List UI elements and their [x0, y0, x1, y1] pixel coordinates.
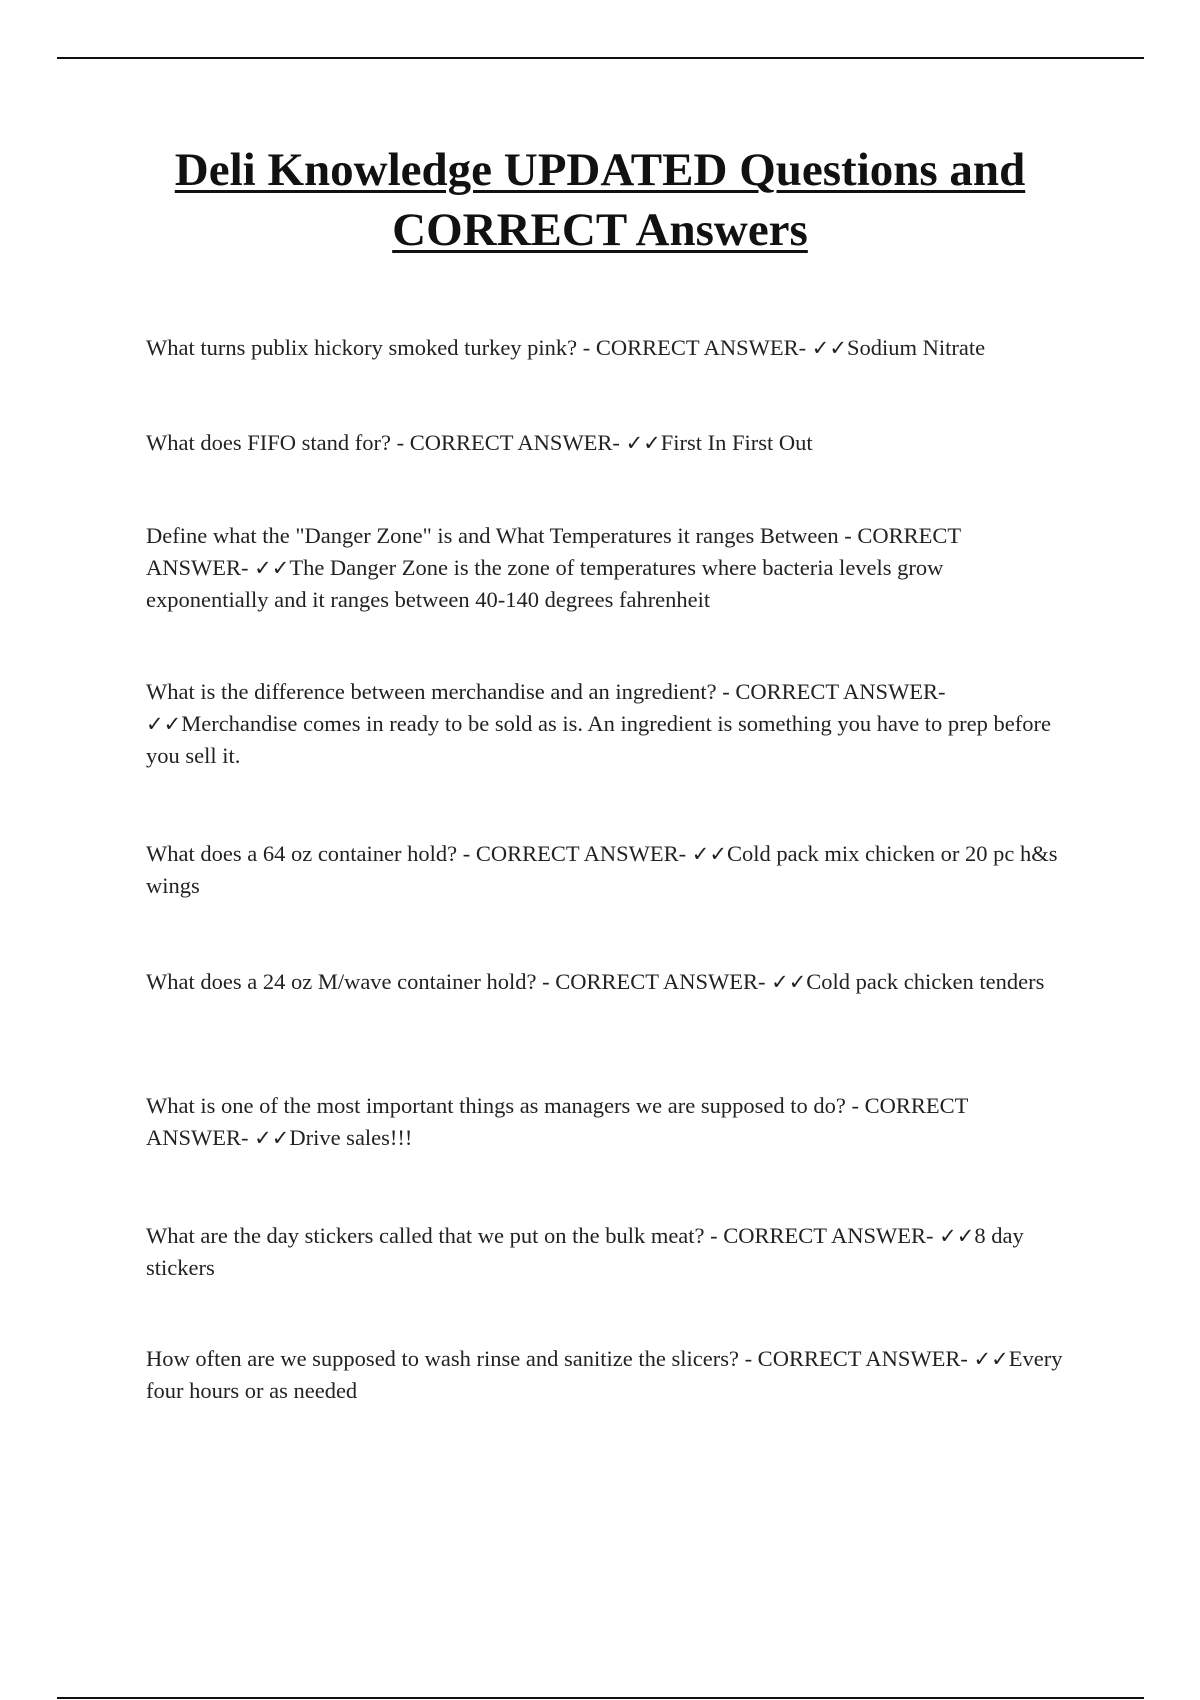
question-text: How often are we supposed to wash rinse and sanitize the slicers? - CORRECT ANSWER- [146, 1346, 974, 1371]
document-title: Deli Knowledge UPDATED Questions and CORRECT Answers [174, 144, 1026, 256]
top-rule [57, 57, 1144, 59]
answer-text: Merchandise comes in ready to be sold as is. An ingredient is something you have to prep before you sell it. [146, 711, 1051, 768]
answer-text: Drive sales!!! [289, 1125, 413, 1150]
qa-item [146, 520, 1066, 616]
question-text: What is one of the most important things as managers we are supposed to do? - CORRECT ANSWER- [146, 1093, 968, 1150]
checkmark-icon: ✓✓ [973, 1347, 1009, 1371]
question-text: What does a 64 oz container hold? - CORRECT ANSWER- [146, 841, 692, 866]
checkmark-icon: ✓✓ [691, 842, 727, 866]
answer-text: Cold pack chicken tenders [806, 969, 1045, 994]
answer-text: Every four hours or as needed [146, 1346, 1063, 1403]
question-text: Define what the "Danger Zone" is and What Temperatures it ranges Between - CORRECT ANSWER- [146, 523, 961, 580]
checkmark-icon: ✓✓ [625, 431, 661, 455]
question-text: What turns publix hickory smoked turkey pink? - CORRECT ANSWER- [146, 335, 812, 360]
qa-item [146, 1343, 1066, 1407]
qa-item [146, 966, 1066, 998]
question-text: What are the day stickers called that we put on the bulk meat? - CORRECT ANSWER- [146, 1223, 940, 1248]
qa-item [146, 1090, 1066, 1154]
qa-item [146, 676, 1066, 772]
answer-text: Sodium Nitrate [846, 335, 986, 360]
answer-text: The Danger Zone is the zone of temperatures where bacteria levels grow exponentially and it ranges between 40-140 degrees fahrenheit [146, 555, 944, 612]
checkmark-icon: ✓✓ [811, 336, 847, 360]
question-text: What is the difference between merchandise and an ingredient? - CORRECT ANSWER- [146, 679, 946, 704]
checkmark-icon: ✓✓ [254, 556, 290, 580]
answer-text: First In First Out [660, 430, 813, 455]
qa-item [146, 427, 1066, 459]
question-text: What does a 24 oz M/wave container hold? - CORRECT ANSWER- [146, 969, 772, 994]
checkmark-icon: ✓✓ [254, 1126, 290, 1150]
qa-item [146, 332, 1066, 364]
answer-text: Cold pack mix chicken or 20 pc h&s wings [146, 841, 1058, 898]
checkmark-icon: ✓✓ [146, 712, 182, 736]
qa-item [146, 838, 1066, 902]
checkmark-icon: ✓✓ [939, 1224, 975, 1248]
answer-text: 8 day stickers [146, 1223, 1024, 1280]
bottom-rule [57, 1697, 1144, 1699]
qa-item [146, 1220, 1066, 1284]
question-text: What does FIFO stand for? - CORRECT ANSWER- [146, 430, 626, 455]
checkmark-icon: ✓✓ [771, 970, 807, 994]
